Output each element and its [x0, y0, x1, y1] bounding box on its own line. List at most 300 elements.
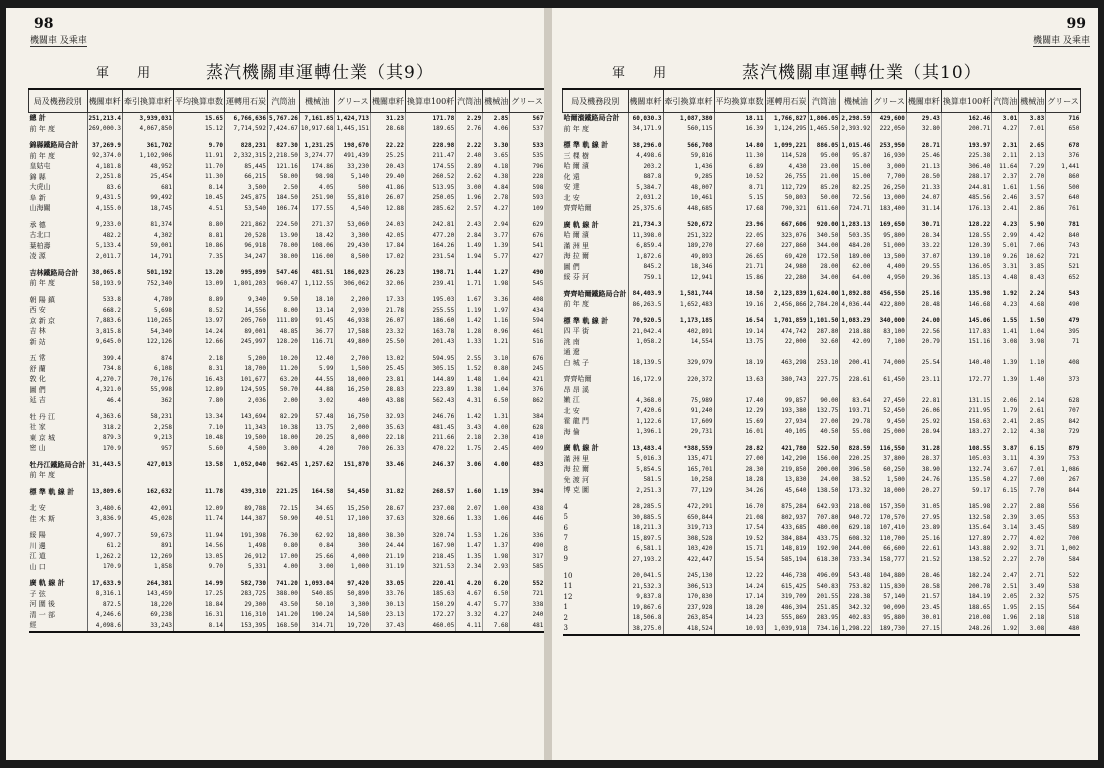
table-cell: 16.70 [714, 502, 765, 513]
table-cell: 172.27 [405, 610, 455, 621]
table-cell: 24.00 [906, 316, 941, 327]
table-cell: 25.16 [906, 533, 941, 544]
table-cell: 533 [510, 140, 544, 151]
table-cell: 220.25 [840, 454, 872, 465]
table-cell: 33,230 [335, 161, 371, 172]
table-cell: 3,480.6 [87, 503, 123, 514]
table-cell: 192.90 [808, 544, 840, 555]
table-cell: 394 [510, 487, 544, 498]
column-header: 機械油 [840, 89, 872, 113]
table-cell: 16.39 [714, 124, 765, 135]
table-cell: 21,734.3 [628, 220, 663, 231]
table-cell: 4.20 [456, 578, 483, 589]
table-cell: 4,155.0 [87, 203, 123, 214]
table-cell: 4,302 [123, 230, 174, 241]
table-cell: 245,997 [225, 337, 268, 348]
table-cell: 581.5 [628, 475, 663, 486]
table-cell: 108.06 [299, 241, 335, 252]
table-cell: 28.37 [906, 454, 941, 465]
table-cell: 223.89 [405, 385, 455, 396]
table-cell: 107,410 [872, 523, 907, 534]
table-cell: 22.56 [906, 326, 941, 337]
column-header: グリース [1046, 89, 1081, 113]
table-cell: 105.03 [941, 454, 991, 465]
row-label: 哈 爾 濱 [563, 231, 589, 240]
table-cell: 27,934 [765, 416, 808, 427]
table-cell: 15.12 [174, 124, 225, 135]
table-cell: 400 [335, 395, 371, 406]
table-cell: 18.84 [174, 599, 225, 610]
table-cell: 13,809.6 [87, 487, 123, 498]
table-cell: 19.14 [714, 326, 765, 337]
table-cell: 11.94 [174, 530, 225, 541]
table-cell: 74,000 [872, 358, 907, 369]
table-row [563, 337, 1081, 348]
table-cell: 4,950 [872, 272, 907, 283]
table-row [29, 172, 545, 183]
table-cell: 83.6 [87, 182, 123, 193]
table-cell: 58,193.9 [87, 278, 123, 289]
table-cell: 31,443.5 [87, 460, 123, 471]
table-cell: 481 [510, 620, 544, 632]
table-cell: 18,000 [335, 374, 371, 385]
row-label: 前 年 度 [563, 124, 589, 133]
table-cell: 34.65 [299, 503, 335, 514]
table-cell: 13,000 [872, 193, 907, 204]
table-cell: 18.50 [714, 289, 765, 300]
table-cell: 200.00 [808, 464, 840, 475]
table-cell: 27.60 [714, 241, 765, 252]
table-cell: 5,384.7 [628, 182, 663, 193]
table-cell: 593 [510, 193, 544, 204]
table-row [29, 443, 545, 454]
table-row [563, 172, 1081, 183]
column-header: 平均換算車数 [714, 89, 765, 113]
table-row [29, 193, 545, 204]
table-cell: 490 [1046, 299, 1081, 310]
table-row [29, 551, 545, 562]
table-cell: 239.41 [405, 278, 455, 289]
table-cell: 18.10 [299, 295, 335, 306]
table-cell: 135.64 [941, 523, 991, 534]
table-cell: 409 [510, 443, 544, 454]
table-cell: 255.55 [405, 305, 455, 316]
table-cell: 4,067,850 [123, 124, 174, 135]
table-cell: 429,600 [872, 113, 907, 124]
table-cell: 4,246.6 [87, 610, 123, 621]
table-cell: 7.80 [174, 395, 225, 406]
table-cell: 50.90 [268, 514, 300, 525]
table-cell: 28.83 [370, 385, 405, 396]
table-cell: 500 [335, 182, 371, 193]
table-cell: 1.96 [456, 193, 483, 204]
table-cell: 27,193.2 [628, 554, 663, 565]
table-cell: 32.06 [370, 278, 405, 289]
table-cell: 29,300 [225, 599, 268, 610]
table-cell: 4.38 [1019, 427, 1046, 438]
table-cell: 1,058.2 [628, 337, 663, 348]
table-cell: 11.20 [268, 364, 300, 375]
table-cell: 251.90 [299, 193, 335, 204]
table-cell: 25.50 [370, 337, 405, 348]
row-label: 齊齊哈爾 [563, 375, 592, 384]
table-cell: 10.62 [1019, 251, 1046, 262]
table-cell: 237.08 [405, 503, 455, 514]
table-cell: 26.65 [714, 251, 765, 262]
table-cell [510, 470, 544, 481]
table-cell: 340.50 [808, 230, 840, 241]
table-cell: 463,298 [765, 358, 808, 369]
table-cell: 562.43 [405, 395, 455, 406]
table-cell: 1.06 [483, 514, 510, 525]
row-label: 錦縣鐵路局合計 [29, 140, 79, 150]
table-cell: 29.78 [840, 416, 872, 427]
table-cell: 729 [1046, 427, 1081, 438]
table-row [563, 262, 1081, 273]
table-cell: 162.46 [941, 113, 991, 124]
table-cell: 553 [1046, 512, 1081, 523]
table-cell: 109 [510, 203, 544, 214]
table-cell: 7.10 [174, 422, 225, 433]
table-cell: 2.11 [992, 151, 1019, 162]
table-cell: 1.44 [456, 268, 483, 279]
table-cell: 153,395 [225, 620, 268, 632]
table-cell: 1,124,295 [765, 124, 808, 135]
page-title: 蒸汽機關車運轉仕業（其10） [742, 63, 982, 83]
table-cell: 23.45 [906, 602, 941, 613]
table-cell: 30.01 [906, 613, 941, 624]
table-cell: 19,867.6 [628, 602, 663, 613]
section-stamp: 機關車 及乘車 [1033, 36, 1090, 46]
column-header: 運轉用石炭 [225, 89, 268, 113]
table-cell: 11.30 [714, 151, 765, 162]
table-cell: 8.14 [174, 182, 225, 193]
table-cell: 18.19 [714, 358, 765, 369]
table-cell: 564 [1046, 602, 1081, 613]
table-cell: 541 [510, 241, 544, 252]
table-cell: 1.56 [1019, 182, 1046, 193]
table-header [29, 89, 545, 113]
table-cell: 242.81 [405, 220, 455, 231]
table-cell: 10.86 [174, 241, 225, 252]
table-cell: 83.64 [840, 395, 872, 406]
row-label: 哈 爾 濱 [563, 162, 589, 171]
table-cell: 26,250 [872, 182, 907, 193]
table-cell: 122,126 [123, 337, 174, 348]
table-cell: 2.70 [1019, 172, 1046, 183]
table-cell: 26,755 [765, 172, 808, 183]
table-cell: 376 [1046, 151, 1081, 162]
table-cell: 481.45 [405, 422, 455, 433]
table-cell: 21.00 [808, 172, 840, 183]
table-row [563, 613, 1081, 624]
table-cell: 629 [510, 220, 544, 231]
row-label: 大虎山 [29, 183, 51, 192]
table-cell: 1,581,744 [663, 289, 714, 300]
table-cell: 11.30 [174, 172, 225, 183]
table-cell: 139.10 [941, 251, 991, 262]
table-cell: 12.29 [714, 406, 765, 417]
table-cell: 4,270.7 [87, 374, 123, 385]
table-cell: 6.50 [483, 589, 510, 600]
table-cell: 421 [510, 374, 544, 385]
table-cell: 37,269.9 [87, 140, 123, 151]
table-cell: 500 [1046, 182, 1081, 193]
table-row [29, 113, 545, 124]
table-row [563, 592, 1081, 603]
table-cell: 108.55 [941, 443, 991, 454]
table-cell: 1.98 [483, 551, 510, 562]
table-cell: 25,375.6 [628, 203, 663, 214]
table-row [563, 251, 1081, 262]
table-cell: 156.00 [808, 454, 840, 465]
table-cell: 127.89 [941, 533, 991, 544]
table-cell: 60,030.3 [628, 113, 663, 124]
table-cell: 29.43 [906, 113, 941, 124]
table-cell: 3.08 [1019, 623, 1046, 635]
table-cell: 211.95 [941, 406, 991, 417]
row-label: 四 平 街 [563, 327, 589, 336]
table-cell: 200.71 [941, 124, 991, 135]
table-cell: 4.02 [1019, 533, 1046, 544]
row-label: 總 計 [29, 113, 46, 123]
table-cell: 4.51 [174, 203, 225, 214]
table-cell: 2.06 [992, 395, 1019, 406]
table-cell: 427 [510, 251, 544, 262]
table-cell: 611.60 [808, 203, 840, 214]
table-cell: 384 [510, 412, 544, 423]
table-row [29, 599, 545, 610]
table-cell: 10.52 [714, 172, 765, 183]
table-cell: 3.01 [992, 113, 1019, 124]
table-cell: 20.25 [299, 433, 335, 444]
table-cell: 320.74 [405, 530, 455, 541]
row-label: 10 [563, 571, 573, 580]
table-cell: 116,550 [872, 443, 907, 454]
table-cell: 2.78 [483, 193, 510, 204]
table-cell: 8.89 [174, 295, 225, 306]
table-cell: 17.33 [370, 295, 405, 306]
table-cell: 5.01 [992, 241, 1019, 252]
table-cell: 189.00 [840, 251, 872, 262]
table-cell: 2.50 [268, 182, 300, 193]
table-cell: 40.51 [299, 514, 335, 525]
table-row [29, 364, 545, 375]
table-cell: 21.08 [714, 512, 765, 523]
table-cell: 165,701 [663, 464, 714, 475]
table-cell: 4,368.0 [628, 395, 663, 406]
table-cell: 32.60 [808, 337, 840, 348]
table-cell: 1.19 [456, 305, 483, 316]
table-cell: 26.33 [370, 443, 405, 454]
table-cell: 6,108 [123, 364, 174, 375]
table-cell: 10.38 [268, 422, 300, 433]
row-label: 廣 軌 線 計 [563, 443, 599, 453]
table-cell: 490 [510, 541, 544, 552]
column-header: 機械油 [299, 89, 335, 113]
table-cell: 18,139.5 [628, 358, 663, 369]
table-cell: 29,430 [335, 241, 371, 252]
table-cell: 828.59 [840, 443, 872, 454]
table-row [563, 182, 1081, 193]
table-cell: 340,000 [872, 316, 907, 327]
table-cell: 433.75 [808, 533, 840, 544]
table-cell: 185.98 [941, 502, 991, 513]
table-cell: 2.12 [992, 427, 1019, 438]
table-cell: 2.45 [483, 443, 510, 454]
table-cell: 560,115 [663, 124, 714, 135]
table-cell: 33.05 [370, 578, 405, 589]
table-cell: 2.34 [456, 562, 483, 573]
row-label: 古北口 [29, 231, 51, 240]
table-cell: 218.08 [840, 502, 872, 513]
table-cell: 1.04 [483, 385, 510, 396]
table-cell: 3.67 [992, 464, 1019, 475]
table-cell: 28.71 [906, 140, 941, 151]
table-cell: 164.26 [405, 241, 455, 252]
table-cell: 1,052,040 [225, 460, 268, 471]
column-header: 換算車100粁 [941, 89, 991, 113]
table-row [29, 422, 545, 433]
table-cell: 3.43 [456, 422, 483, 433]
table-cell: 72.15 [268, 503, 300, 514]
table-cell: 960.47 [268, 278, 300, 289]
table-cell: 227,860 [765, 241, 808, 252]
row-label: 11 [563, 582, 573, 591]
table-cell: 438 [510, 503, 544, 514]
table-cell: 21,532.3 [628, 581, 663, 592]
table-cell: 17.00 [268, 551, 300, 562]
row-label: 山 口 [29, 562, 46, 571]
table-cell: 25.66 [299, 551, 335, 562]
table-cell: 2,298.59 [840, 113, 872, 124]
table-cell: 38,065.8 [87, 268, 123, 279]
table-cell: 1,173,185 [663, 316, 714, 327]
table-cell: 8.80 [174, 220, 225, 231]
table-cell: 182.24 [941, 571, 991, 582]
table-cell: 418,524 [663, 623, 714, 635]
table-cell: 163.78 [405, 326, 455, 337]
table-cell: 240 [510, 610, 544, 621]
table-cell: 540.83 [808, 581, 840, 592]
table-cell: 2.70 [1019, 554, 1046, 565]
table-cell: 17.84 [370, 241, 405, 252]
table-row [29, 305, 545, 316]
row-label: 化 遠 [563, 172, 580, 181]
table-cell: 1,086 [1046, 464, 1081, 475]
table-cell: 2,700 [335, 353, 371, 364]
table-cell: 7.35 [174, 251, 225, 262]
row-label: 朝 陽 鎮 [29, 295, 55, 304]
table-cell: 99,857 [765, 395, 808, 406]
table-cell: 1,396.1 [628, 427, 663, 438]
table-cell [714, 347, 765, 358]
table-cell: 35.63 [370, 422, 405, 433]
table-cell: 1.37 [483, 541, 510, 552]
table-row [29, 251, 545, 262]
row-label: 6 [563, 523, 568, 532]
table-row [563, 140, 1081, 151]
table-cell: 142,290 [765, 454, 808, 465]
row-label: 圖 們 [29, 385, 46, 394]
table-cell: 477.20 [405, 230, 455, 241]
table-cell: 4.23 [992, 299, 1019, 310]
table-cell: 61.2 [87, 541, 123, 552]
table-cell: 724.71 [840, 203, 872, 214]
table-cell: 14,556 [225, 305, 268, 316]
table-cell: 408 [1046, 358, 1081, 369]
table-row [29, 514, 545, 525]
table-cell: 189,270 [663, 241, 714, 252]
table-row [29, 562, 545, 573]
table-cell: 245,130 [663, 571, 714, 582]
row-label: 社 家 [29, 423, 46, 432]
table-cell: 3,836.9 [87, 514, 123, 525]
table-cell: 15,250 [335, 503, 371, 514]
column-header: 機關車粁 [906, 89, 941, 113]
table-cell: 9,450 [872, 416, 907, 427]
table-cell: 9,340 [225, 295, 268, 306]
table-cell: 4.00 [268, 562, 300, 573]
table-cell: 2.88 [1019, 502, 1046, 513]
row-label: 滿 洲 里 [563, 241, 589, 250]
table-row [29, 487, 545, 498]
table-cell: 95,880 [872, 613, 907, 624]
left-page [6, 8, 544, 760]
table-cell: 57.48 [299, 412, 335, 423]
table-cell: 31.14 [906, 203, 941, 214]
table-cell: 891 [123, 541, 174, 552]
table-cell: 117.83 [941, 326, 991, 337]
table-cell: 143.88 [941, 544, 991, 555]
table-cell: 342.32 [840, 602, 872, 613]
table-cell: 54,340 [123, 326, 174, 337]
table-cell: 8,000 [335, 433, 371, 444]
table-cell: 7.06 [1019, 241, 1046, 252]
table-cell: 1.79 [992, 406, 1019, 417]
table-cell: 16.01 [714, 427, 765, 438]
table-cell: 2.41 [992, 203, 1019, 214]
table-cell: 12.09 [174, 503, 225, 514]
table-cell: 1.28 [456, 326, 483, 337]
table-row [29, 610, 545, 621]
table-cell: 2.51 [992, 581, 1019, 592]
table-cell [808, 347, 840, 358]
table-cell: 170,830 [663, 592, 714, 603]
table-cell: 21,042.4 [628, 326, 663, 337]
table-cell: 200.41 [840, 358, 872, 369]
table-cell: 15.00 [840, 161, 872, 172]
table-row [29, 353, 545, 364]
table-row [563, 241, 1081, 252]
table-cell: 1.27 [483, 268, 510, 279]
row-label: 綏 陽 [29, 531, 46, 540]
table-cell: 842 [1046, 416, 1081, 427]
table-cell: 89,001 [225, 326, 268, 337]
table-cell: 1,500 [335, 364, 371, 375]
table-cell: 2,031.2 [628, 193, 663, 204]
table-cell: 9,431.5 [87, 193, 123, 204]
table-cell: 43.50 [268, 599, 300, 610]
table-cell: 446 [510, 514, 544, 525]
table-cell: 46,938 [335, 316, 371, 327]
table-cell: 5.15 [714, 193, 765, 204]
table-cell: 4.31 [456, 395, 483, 406]
table-cell: 1.50 [1019, 316, 1046, 327]
table-cell: 2,200 [335, 295, 371, 306]
table-cell: 402.83 [840, 613, 872, 624]
table-cell: 5.77 [483, 251, 510, 262]
